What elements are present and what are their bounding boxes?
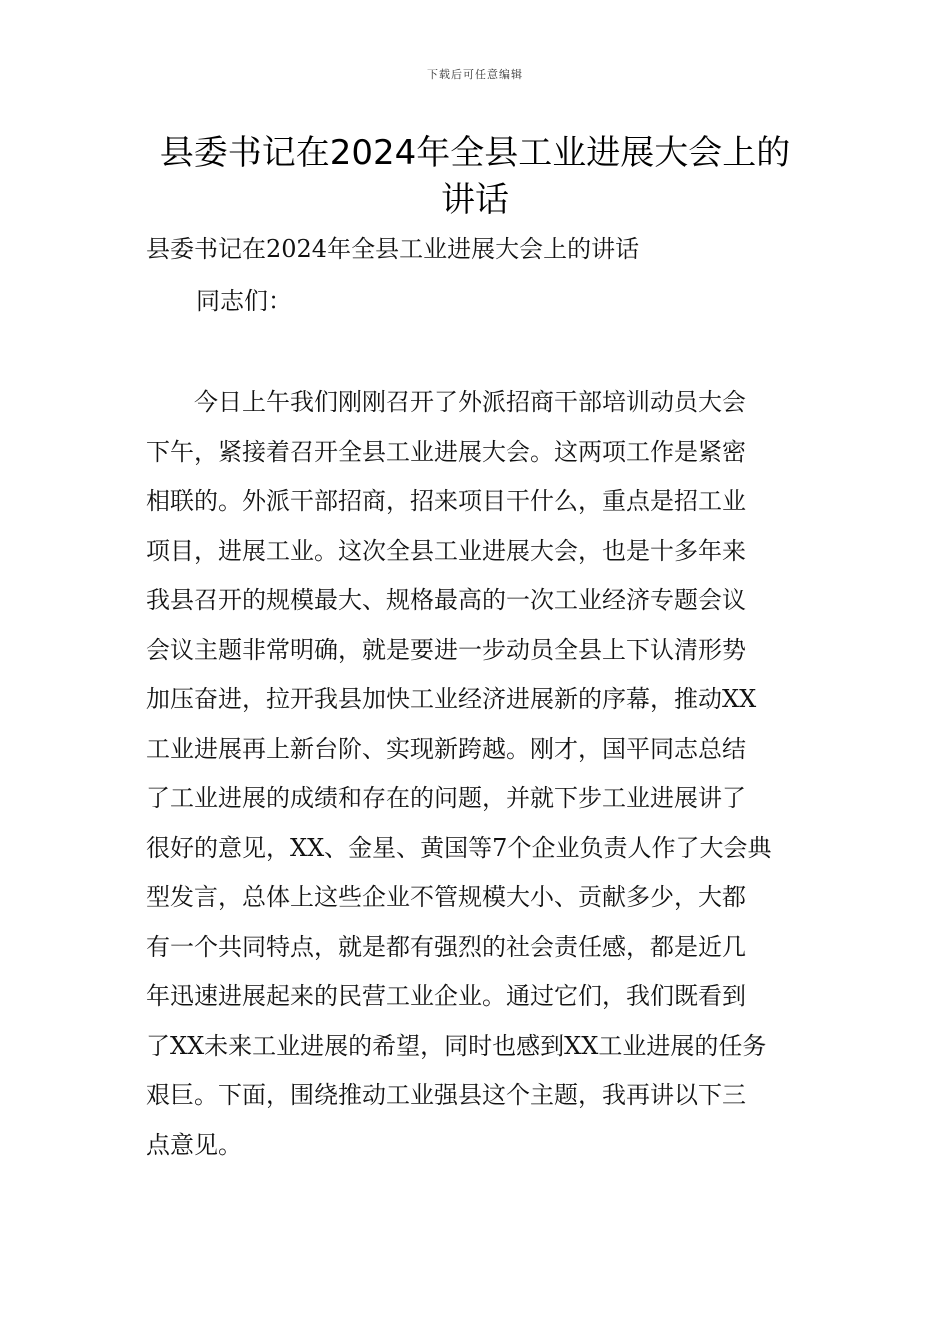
- document-title-line-2: 讲话: [441, 180, 509, 220]
- paragraph-line: 我县召开的规模最大、规格最高的一次工业经济专题会议: [146, 586, 746, 614]
- paragraph-line: 艰巨。下面，围绕推动工业强县这个主题，我再讲以下三: [146, 1081, 746, 1109]
- document-subtitle: 县委书记在2024年全县工业进展大会上的讲话: [146, 235, 640, 263]
- paragraph-line: 有一个共同特点，就是都有强烈的社会责任感，都是近几: [146, 932, 746, 961]
- paragraph-line: 年迅速进展起来的民营工业企业。通过它们，我们既看到: [146, 982, 746, 1010]
- paragraph-line: 型发言，总体上这些企业不管规模大小、贡献多少，大都: [146, 883, 746, 911]
- paragraph-line: 今日上午我们刚刚召开了外派招商干部培训动员大会: [146, 388, 746, 416]
- paragraph-line: 项目，进展工业。这次全县工业进展大会，也是十多年来: [146, 536, 746, 565]
- paragraph-line: 加压奋进，拉开我县加快工业经济进展新的序幕，推动XX: [146, 685, 757, 713]
- header-note: 下载后可任意编辑: [427, 68, 523, 81]
- paragraph-line: 了XX未来工业进展的希望，同时也感到XX工业进展的任务: [146, 1031, 767, 1060]
- paragraph-line: 很好的意见，XX、金星、黄国等7个企业负责人作了大会典: [146, 833, 772, 862]
- paragraph-line: 点意见。: [146, 1130, 242, 1159]
- paragraph-line: 会议主题非常明确，就是要进一步动员全县上下认清形势: [146, 635, 746, 664]
- paragraph-line: 相联的。外派干部招商，招来项目干什么，重点是招工业: [146, 487, 746, 515]
- paragraph-line: 了工业进展的成绩和存在的问题，并就下步工业进展讲了: [146, 784, 746, 812]
- paragraph-line: 下午，紧接着召开全县工业进展大会。这两项工作是紧密: [146, 437, 746, 466]
- document-title-line-1: 县委书记在2024年全县工业进展大会上的: [159, 133, 791, 173]
- salutation: 同志们：: [196, 287, 292, 315]
- paragraph-line: 工业进展再上新台阶、实现新跨越。刚才，国平同志总结: [146, 734, 746, 763]
- document-title: [120, 130, 830, 224]
- body-paragraph: [146, 378, 810, 1170]
